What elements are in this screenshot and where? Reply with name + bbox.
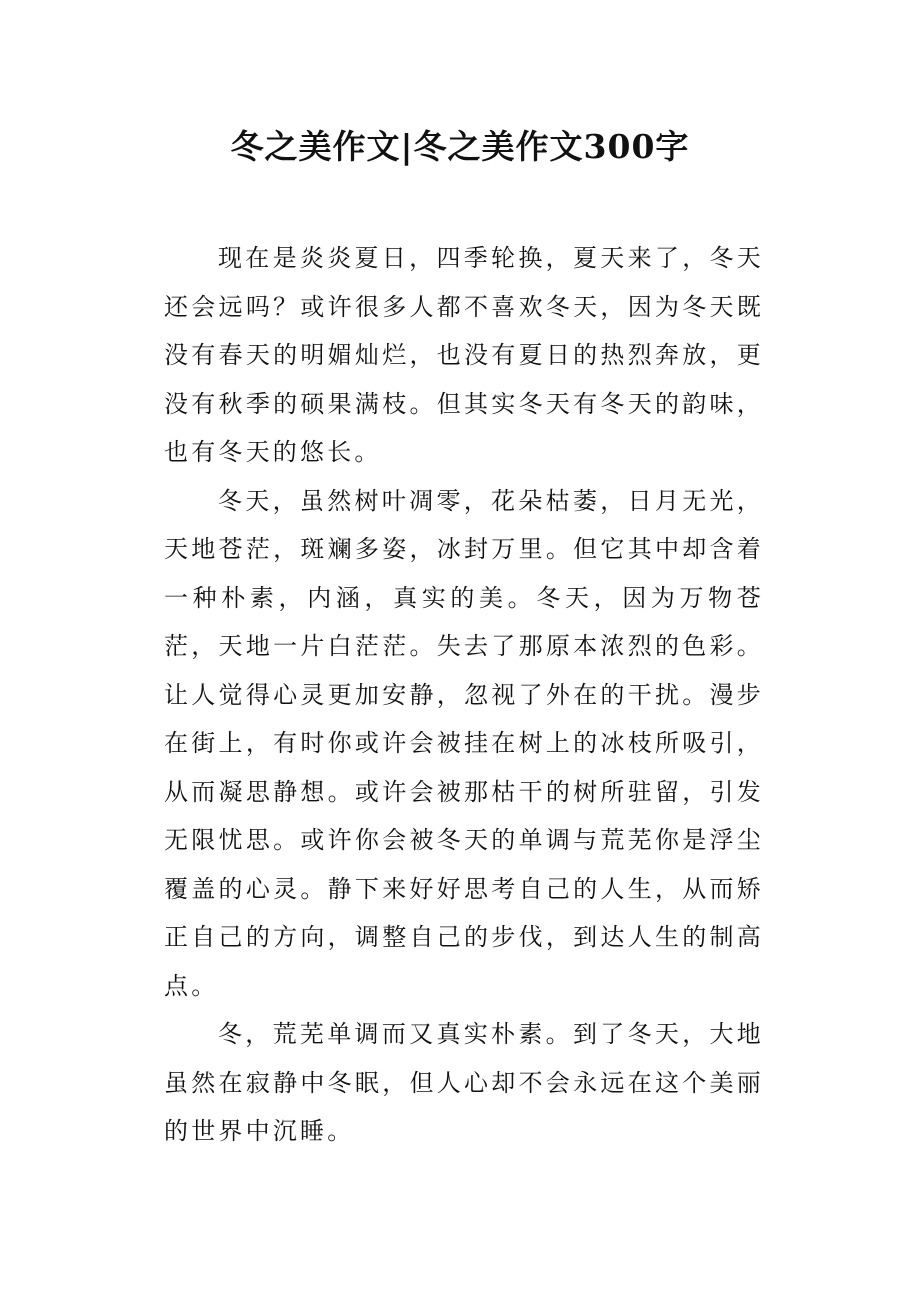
document-title: 冬之美作文|冬之美作文300字: [230, 127, 690, 166]
document-body: [164, 234, 764, 1156]
paragraph: 冬，荒芜单调而又真实朴素。到了冬天，大地虽然在寂静中冬眠，但人心却不会永远在这个美丽的世界中沉睡。: [164, 1020, 764, 1145]
paragraph: 冬天，虽然树叶凋零，花朵枯萎，日月无光，天地苍茫，斑斓多姿，冰封万里。但它其中却含着一种朴素，内涵，真实的美。冬天，因为万物苍茫，天地一片白茫茫。失去了那原本浓烈的色彩。让人觉得心灵更加安静，忽视了外在的干扰。漫步在街上，有时你或许会被挂在树上的冰枝所吸引，从而凝思静想。或许会被那枯干的树所驻留，引发无限忧思。或许你会被冬天的单调与荒芜你是浮尘覆盖的心灵。静下来好好思考自己的人生，从而矫正自己的方向，调整自己的步伐，到达人生的制高点。: [164, 486, 764, 1000]
paragraph: 现在是炎炎夏日，四季轮换，夏天来了，冬天还会远吗？或许很多人都不喜欢冬天，因为冬天既没有春天的明媚灿烂，也没有夏日的热烈奔放，更没有秋季的硕果满枝。但其实冬天有冬天的韵味，也有冬天的悠长。: [164, 244, 764, 466]
